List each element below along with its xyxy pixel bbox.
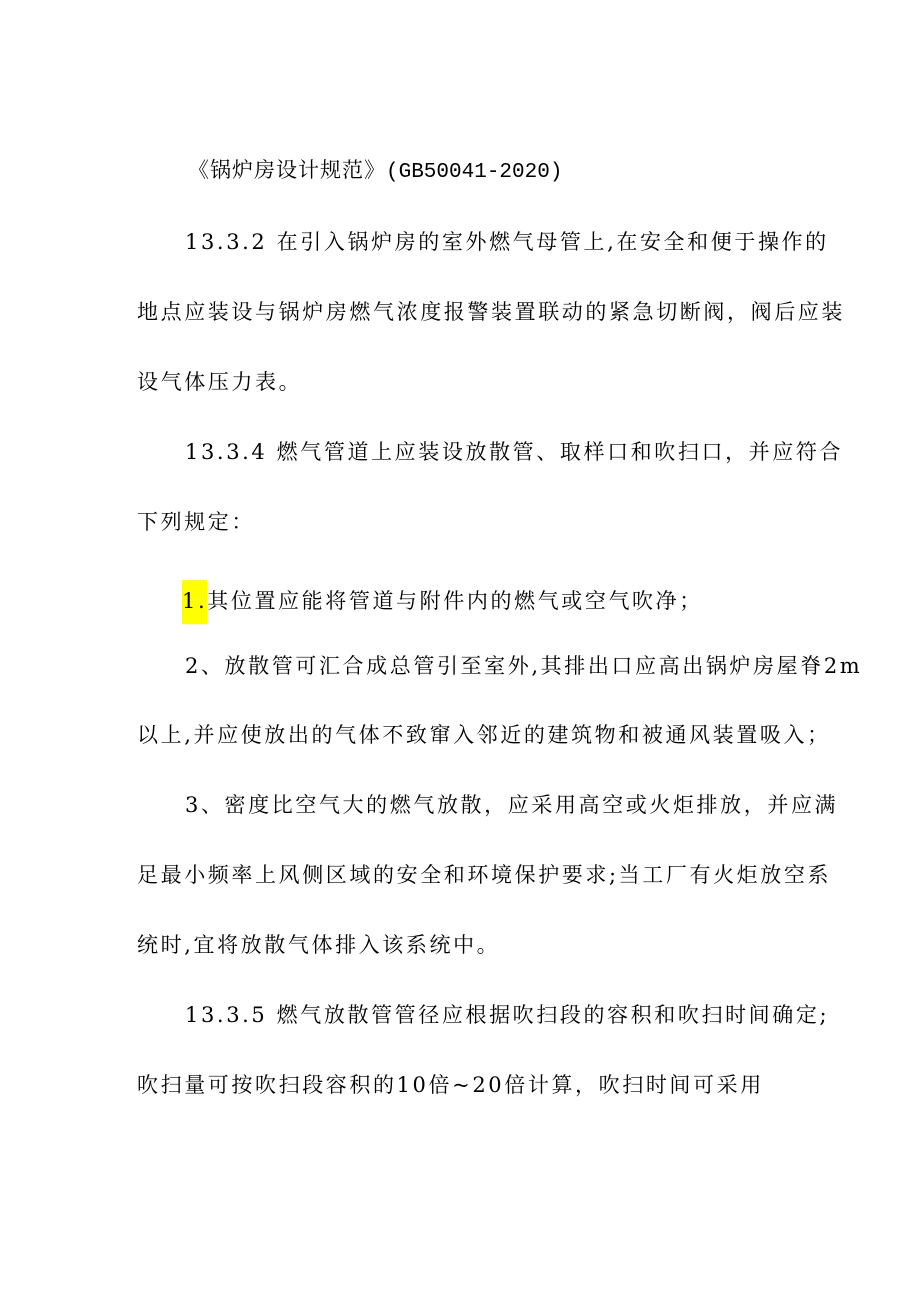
title-code: (GB50041-2020) <box>386 161 563 184</box>
clause-13-3-4-line-2: 下列规定： <box>137 510 255 534</box>
clause-13-3-4-line-1: 13.3.4 燃气管道上应装设放散管、取样口和吹扫口，并应符合 <box>185 440 844 464</box>
title-text: 《锅炉房设计规范》 <box>188 158 386 182</box>
list-item-2-line-1: 2、放散管可汇合成总管引至室外,其排出口应高出锅炉房屋脊2m <box>185 654 863 678</box>
clause-13-3-2-line-2: 地点应装设与锅炉房燃气浓度报警装置联动的紧急切断阀，阀后应装 <box>137 300 845 324</box>
clause-13-3-2-line-3: 设气体压力表。 <box>137 370 303 394</box>
clause-13-3-5-line-2: 吹扫量可按吹扫段容积的10倍~20倍计算，吹扫时间可采用 <box>137 1073 764 1097</box>
clause-13-3-5-line-1: 13.3.5 燃气放散管管径应根据吹扫段的容积和吹扫时间确定; <box>185 1003 830 1027</box>
list-item-1-text: 其位置应能将管道与附件内的燃气或空气吹净； <box>207 589 703 613</box>
list-item-1 <box>182 580 703 624</box>
document-title <box>188 157 562 186</box>
list-item-2-line-2: 以上,并应使放出的气体不致窜入邻近的建筑物和被通风装置吸入； <box>137 723 831 747</box>
highlighted-number: 1. <box>182 580 207 624</box>
list-item-3-line-2: 足最小频率上风侧区域的安全和环境保护要求;当工厂有火炬放空系 <box>137 863 832 887</box>
list-item-3-line-3: 统时,宜将放散气体排入该系统中。 <box>137 933 501 957</box>
clause-13-3-2-line-1: 13.3.2 在引入锅炉房的室外燃气母管上,在安全和便于操作的 <box>185 230 829 254</box>
list-item-3-line-1: 3、密度比空气大的燃气放散，应采用高空或火炬排放，并应满 <box>185 793 839 817</box>
